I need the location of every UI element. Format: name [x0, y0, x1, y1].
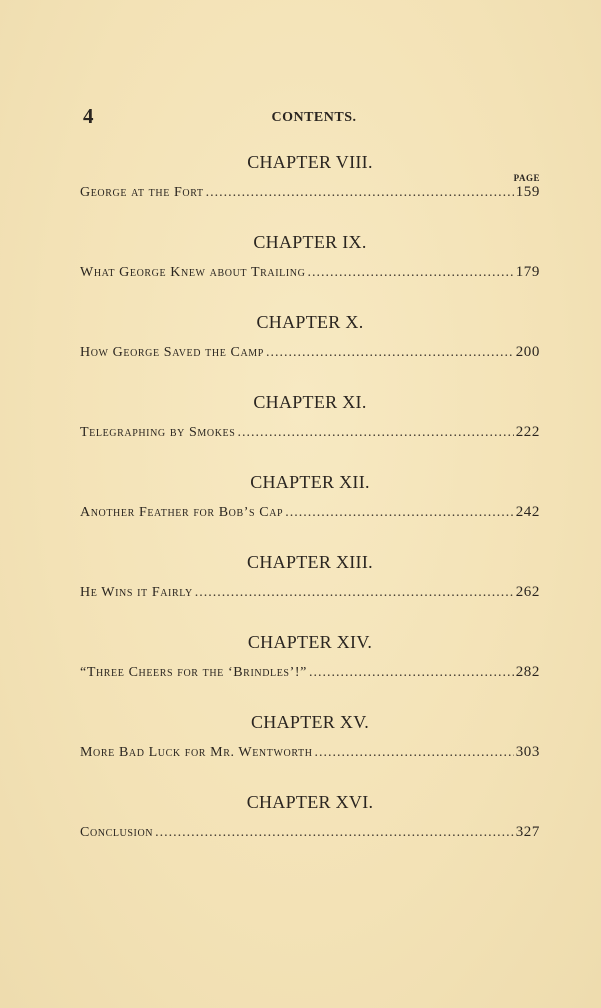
- toc-entry: [80, 710, 540, 790]
- toc-entry: [80, 150, 540, 230]
- toc-line: [80, 824, 540, 841]
- chapter-heading: CHAPTER IX.: [253, 232, 367, 252]
- chapter-page-number: 242: [515, 504, 540, 520]
- toc-entry: [80, 310, 540, 390]
- running-title: CONTENTS.: [271, 110, 357, 125]
- toc-line: [80, 264, 540, 281]
- chapter-page-number: 303: [515, 744, 540, 760]
- chapter-heading: CHAPTER XII.: [250, 472, 370, 492]
- chapter-heading: CHAPTER XVI.: [246, 792, 374, 812]
- chapter-page-number: 200: [515, 344, 540, 360]
- chapter-page-number: 262: [515, 584, 540, 600]
- dot-leader: [206, 185, 514, 201]
- toc-line: [80, 344, 540, 361]
- chapter-page-number: 159: [515, 184, 540, 200]
- dot-leader: [285, 505, 513, 521]
- toc-line: [80, 584, 540, 601]
- chapter-title: How George Saved the Camp: [80, 345, 264, 360]
- chapter-title: “Three Cheers for the ‘Brindles’!”: [80, 665, 307, 680]
- dot-leader: [195, 585, 514, 601]
- page-header: [80, 104, 540, 132]
- toc-entry: [80, 230, 540, 310]
- chapter-page-number: 327: [515, 824, 540, 840]
- toc-line: [80, 664, 540, 681]
- chapter-title: George at the Fort: [80, 185, 204, 200]
- toc-line: [80, 744, 540, 761]
- chapter-title: Conclusion: [80, 825, 154, 840]
- dot-leader: [237, 425, 513, 441]
- chapter-heading: CHAPTER X.: [256, 312, 364, 332]
- toc-line: [80, 184, 540, 201]
- toc-line: [80, 424, 540, 441]
- toc-entry: [80, 470, 540, 550]
- chapter-title: What George Knew about Trailing: [80, 265, 306, 280]
- dot-leader: [266, 345, 514, 361]
- chapter-heading: CHAPTER XV.: [251, 712, 369, 732]
- chapter-title: Telegraphing by Smokes: [80, 425, 236, 440]
- chapter-page-number: 179: [515, 264, 540, 280]
- chapter-heading: CHAPTER VIII.: [247, 152, 373, 172]
- chapter-heading: CHAPTER XIV.: [247, 632, 373, 652]
- toc-entry: [80, 550, 540, 630]
- dot-leader: [315, 745, 514, 761]
- dot-leader: [307, 265, 513, 281]
- dot-leader: [155, 825, 514, 841]
- chapter-title: More Bad Luck for Mr. Wentworth: [80, 745, 313, 760]
- toc-line: [80, 504, 540, 521]
- page-column-label: PAGE: [513, 173, 540, 183]
- dot-leader: [309, 665, 514, 681]
- toc-entry: [80, 390, 540, 470]
- toc-entry: [80, 630, 540, 710]
- chapter-title: He Wins it Fairly: [80, 585, 193, 600]
- chapter-heading: CHAPTER XI.: [253, 392, 367, 412]
- chapter-heading: CHAPTER XIII.: [247, 552, 373, 572]
- table-of-contents: [80, 150, 540, 870]
- toc-entry: [80, 790, 540, 870]
- chapter-page-number: 282: [515, 664, 540, 680]
- chapter-title: Another Feather for Bob’s Cap: [80, 505, 284, 520]
- chapter-page-number: 222: [515, 424, 540, 440]
- page-number: 4: [83, 104, 94, 128]
